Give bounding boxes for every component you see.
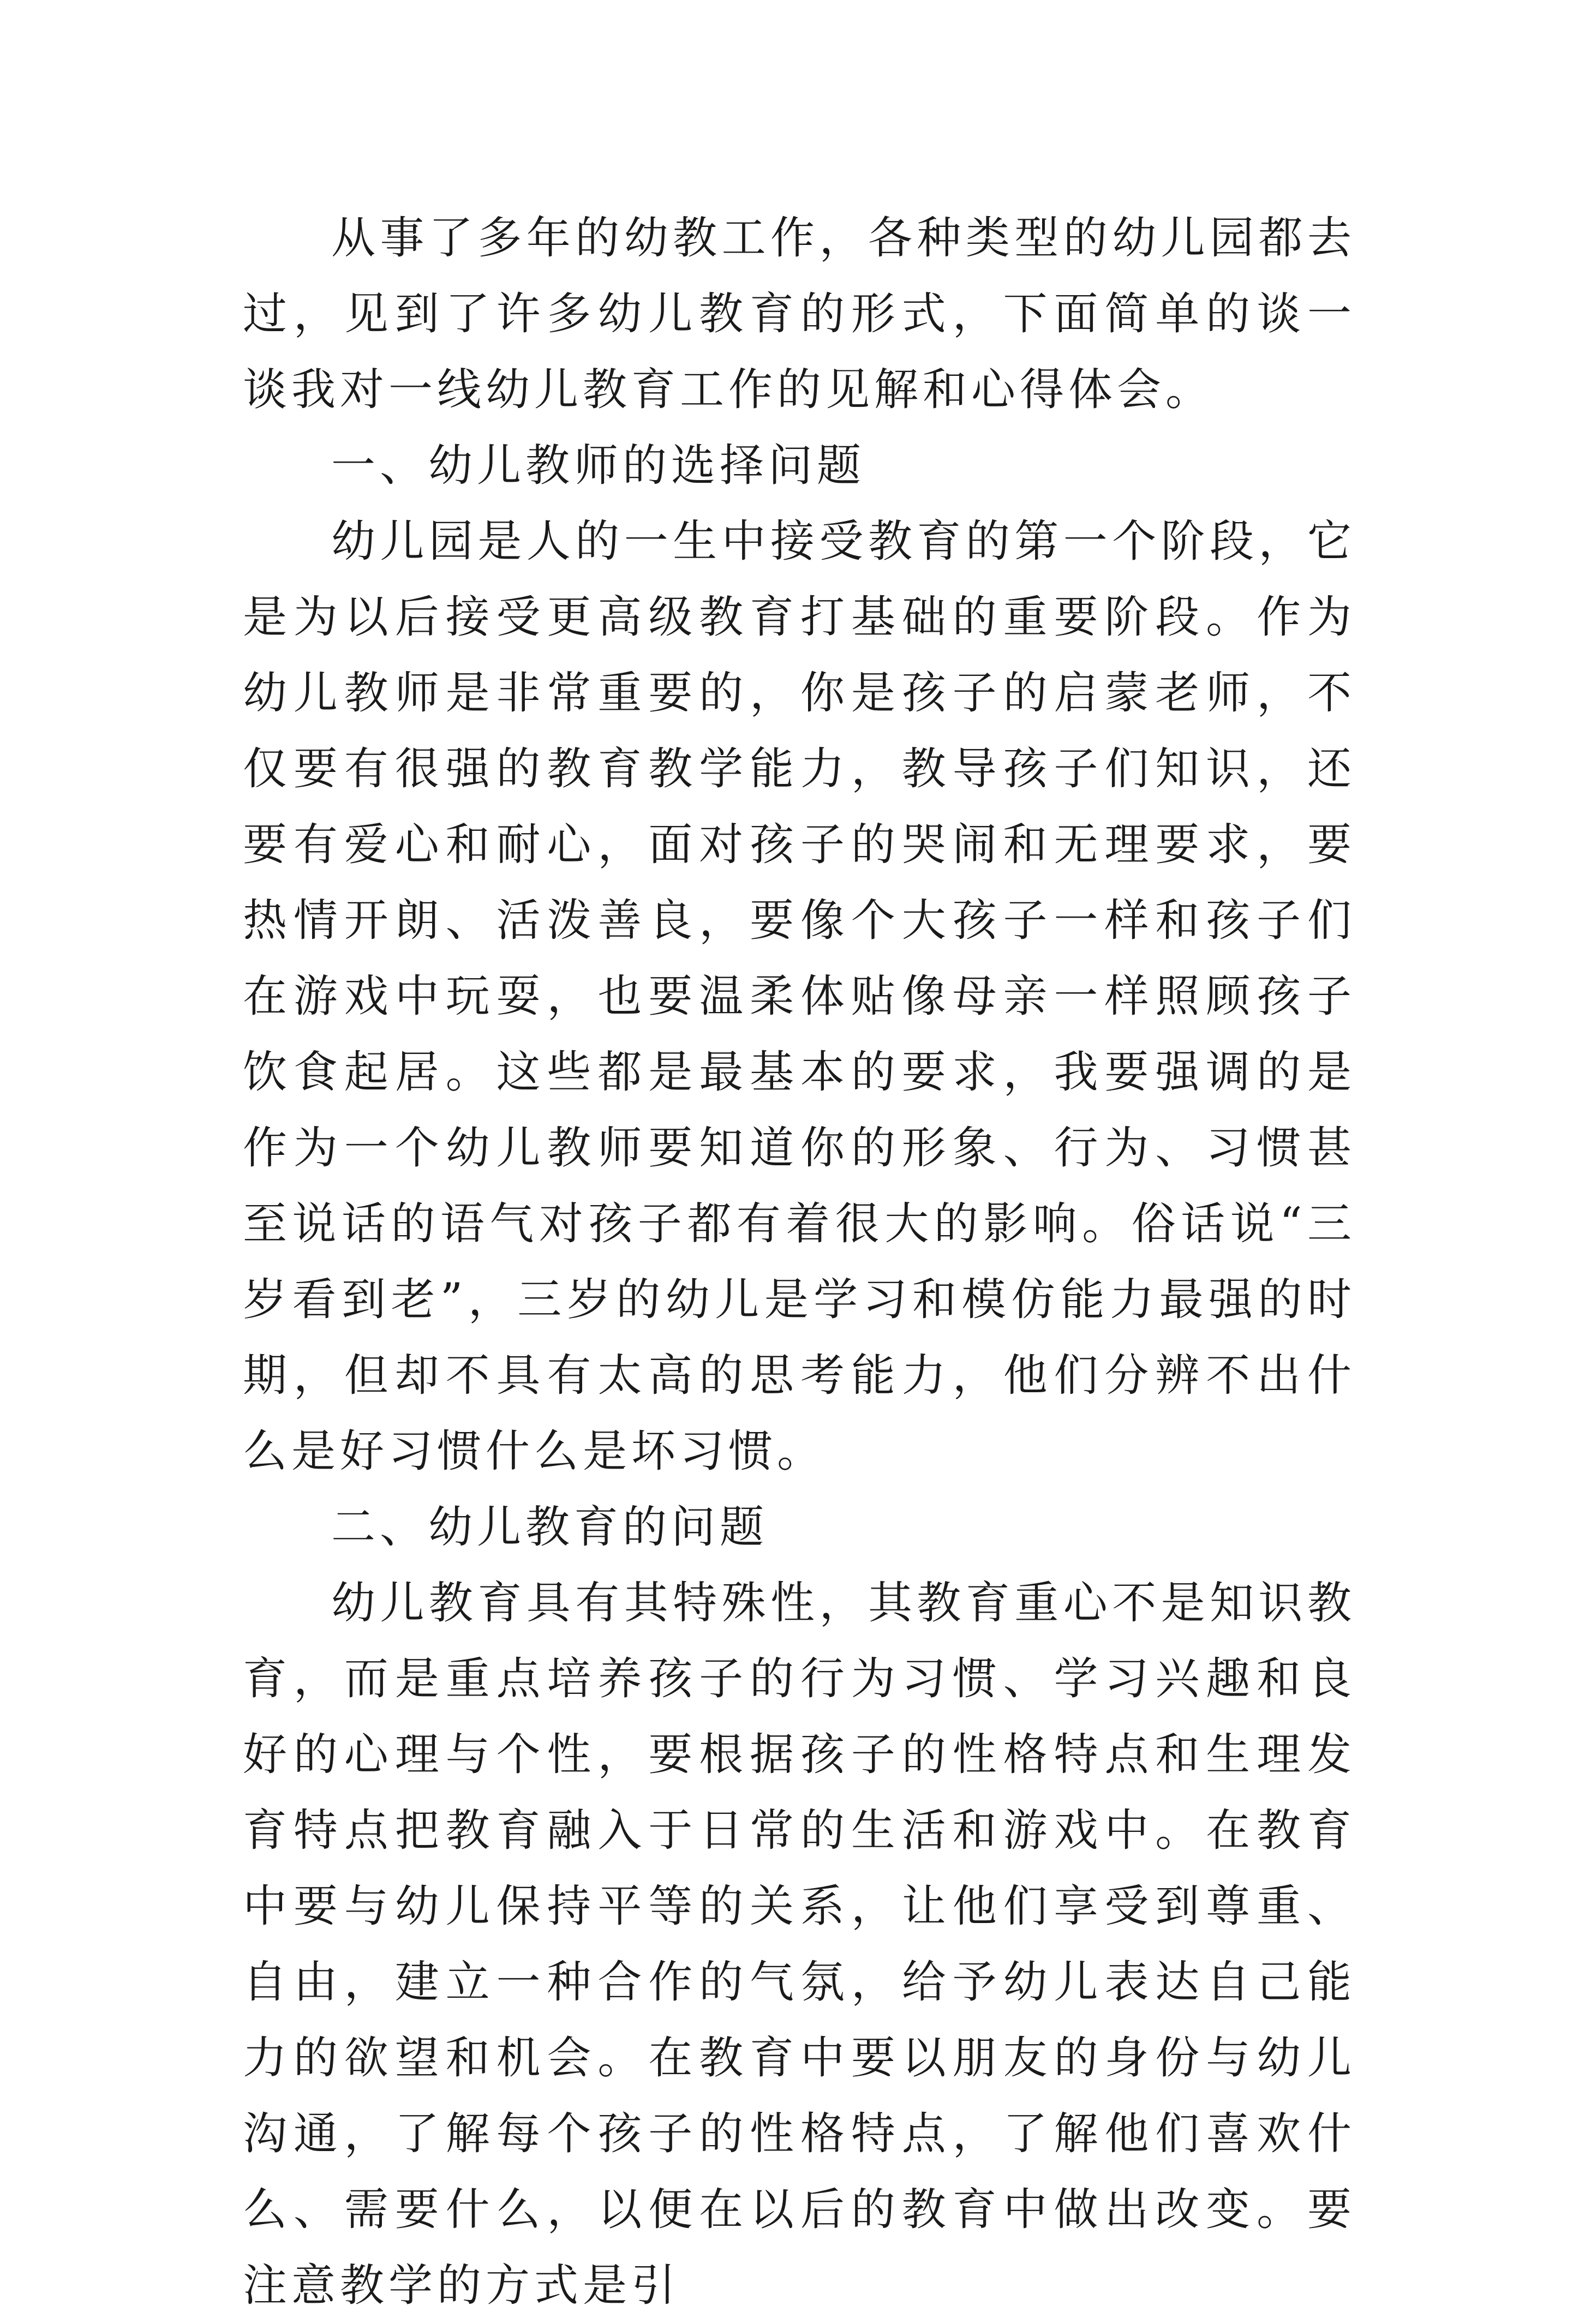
- teacher-selection-paragraph: 幼儿园是人的一生中接受教育的第一个阶段，它是为以后接受更高级教育打基础的重要阶段。作为幼儿教师是非常重要的，你是孩子的启蒙老师，不仅要有很强的教育教学能力，教导孩子们知识，还要有爱心和耐心，面对孩子的哭闹和无理要求，要热情开朗、活泼善良，要像个大孩子一样和孩子们在游戏中玩耍，也要温柔体贴像母亲一样照顾孩子饮食起居。这些都是最基本的要求，我要强调的是作为一个幼儿教师要知道你的形象、行为、习惯甚至说话的语气对孩子都有着很大的影响。俗话说“三岁看到老”，三岁的幼儿是学习和模仿能力最强的时期，但却不具有太高的思考能力，他们分辨不出什么是好习惯什么是坏习惯。: [243, 516, 1356, 1477]
- intro-paragraph: 从事了多年的幼教工作，各种类型的幼儿园都去过，见到了许多幼儿教育的形式，下面简单的谈一谈我对一线幼儿教育工作的见解和心得体会。: [243, 213, 1356, 416]
- section-heading-teacher-selection: 一、幼儿教师的选择问题: [331, 440, 866, 492]
- section-heading-early-education: 二、幼儿教育的问题: [331, 1502, 769, 1553]
- early-education-paragraph: 幼儿教育具有其特殊性，其教育重心不是知识教育，而是重点培养孩子的行为习惯、学习兴趣和良好的心理与个性，要根据孩子的性格特点和生理发育特点把教育融入于日常的生活和游戏中。在教育中要与幼儿保持平等的关系，让他们享受到尊重、自由，建立一种合作的气氛，给予幼儿表达自己能力的欲望和机会。在教育中要以朋友的身份与幼儿沟通，了解每个孩子的性格特点，了解他们喜欢什么、需要什么，以便在以后的教育中做出改变。要注意教学的方式是引: [243, 1578, 1356, 2311]
- document-body: [243, 201, 1356, 2324]
